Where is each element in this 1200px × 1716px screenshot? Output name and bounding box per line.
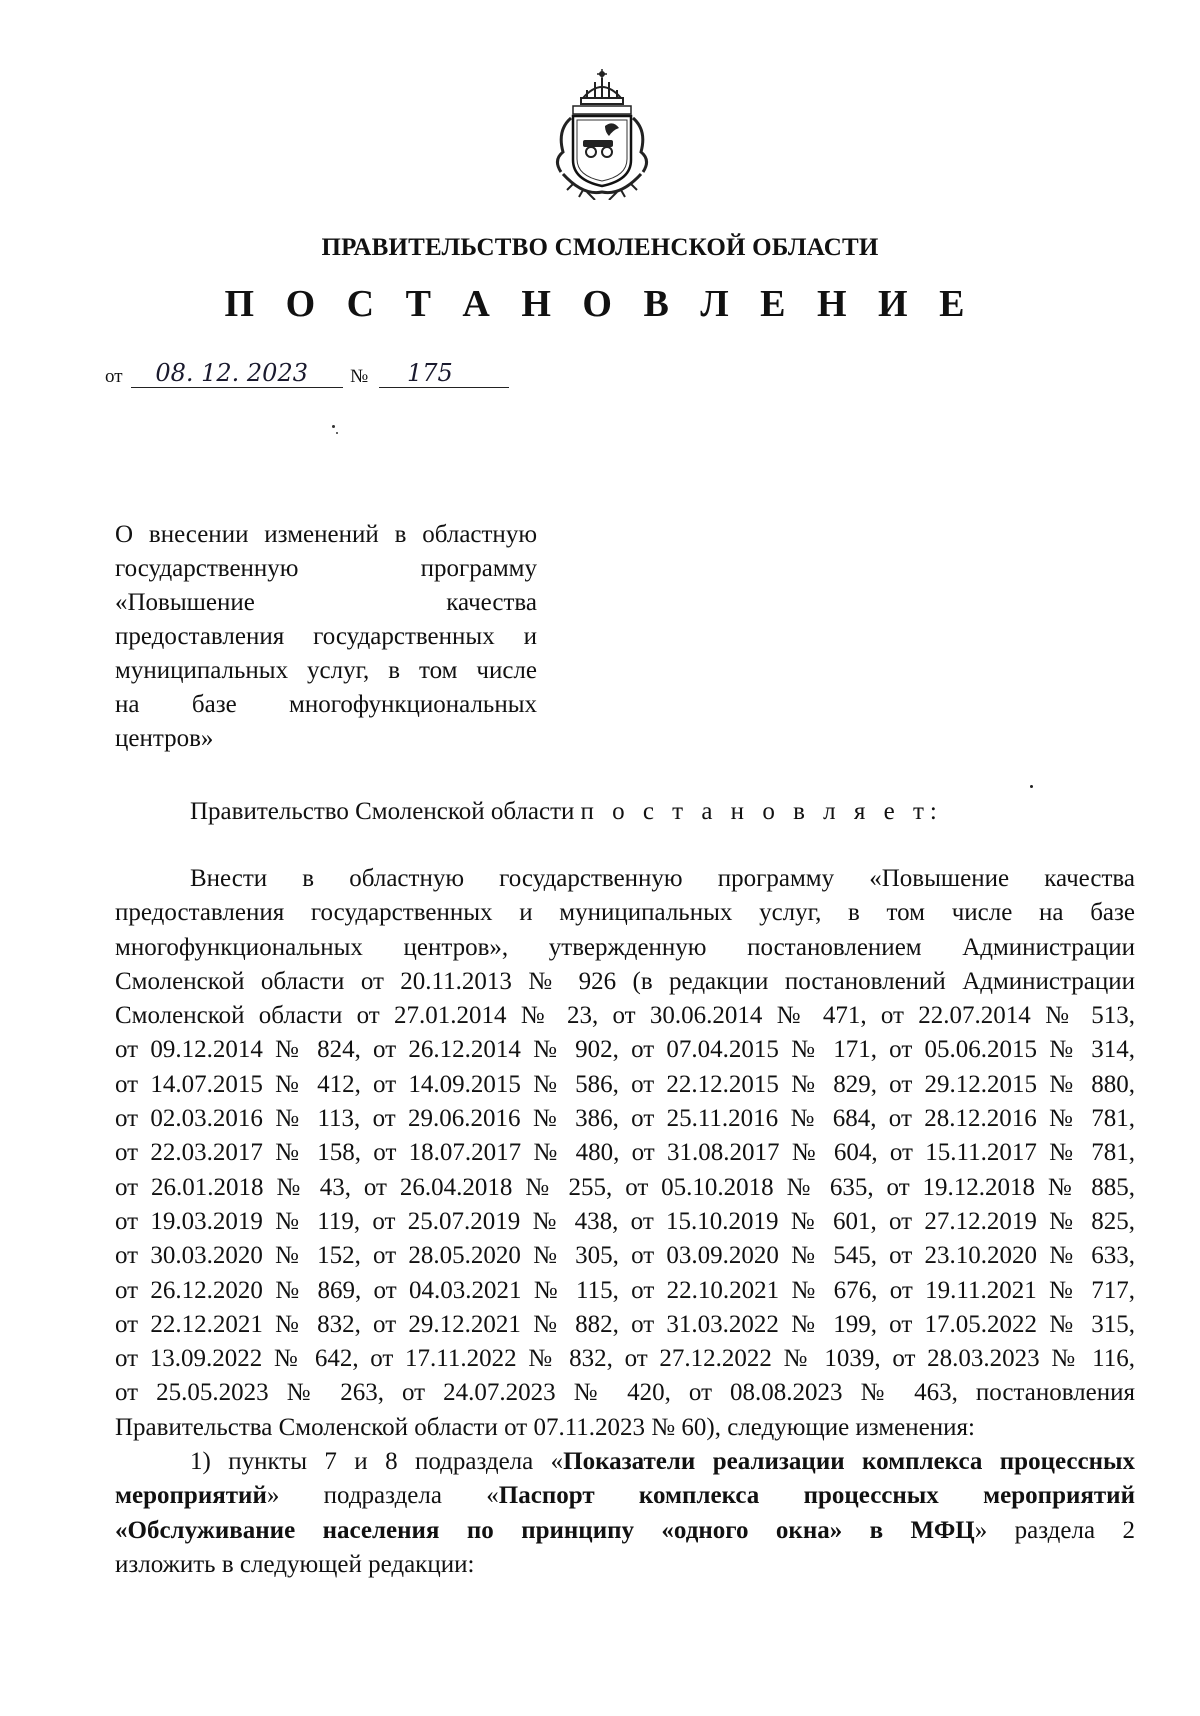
item-bold-text: «Обслуживание населения по принципу «одного окна» в МФЦ bbox=[115, 1516, 975, 1544]
body-line: от 14.07.2015 № 412, от 14.09.2015 № 586, от 22.12.2015 № 829, от 29.12.2015 № 880, bbox=[115, 1070, 1135, 1098]
item-text: 1) пункты 7 и 8 подраздела « bbox=[190, 1448, 564, 1476]
body-line: от 25.05.2023 № 263, от 24.07.2023 № 420, от 08.08.2023 № 463, постановления bbox=[115, 1379, 1135, 1407]
body-line: от 22.12.2021 № 832, от 29.12.2021 № 882, от 31.03.2022 № 199, от 17.05.2022 № 315, bbox=[115, 1310, 1135, 1338]
body-line: Смоленской области от 20.11.2013 № 926 (в редакции постановлений Администрации bbox=[115, 967, 1135, 995]
handwritten-number: 175 bbox=[379, 358, 509, 388]
body-line: от 22.03.2017 № 158, от 18.07.2017 № 480, от 31.08.2017 № 604, от 15.11.2017 № 781, bbox=[115, 1139, 1135, 1167]
coat-of-arms-icon bbox=[543, 68, 661, 200]
decree-verb: п о с т а н о в л я е т: bbox=[580, 798, 943, 825]
item-1-line bbox=[115, 1514, 1135, 1548]
body-line: Внести в областную государственную программу «Повышение качества bbox=[190, 865, 1135, 892]
subject-line: центров» bbox=[115, 725, 214, 752]
document-body bbox=[115, 862, 1135, 1582]
decree-subject: Правительство Смоленской области bbox=[190, 798, 575, 825]
handwritten-date: 08. 12. 2023 bbox=[131, 358, 343, 388]
body-line: Смоленской области от 27.01.2014 № 23, от 30.06.2014 № 471, от 22.07.2014 № 513, bbox=[115, 1002, 1135, 1030]
body-line: от 13.09.2022 № 642, от 17.11.2022 № 832, от 27.12.2022 № 1039, от 28.03.2023 № 116, bbox=[115, 1345, 1135, 1373]
item-bold-text: Показатели реализации комплекса процессных bbox=[563, 1448, 1135, 1476]
body-line: предоставления государственных и муниципальных услуг, в том числе на базе bbox=[115, 899, 1135, 927]
body-line: от 02.03.2016 № 113, от 29.06.2016 № 386, от 25.11.2016 № 684, от 28.12.2016 № 781, bbox=[115, 1105, 1135, 1133]
body-line: от 26.12.2020 № 869, от 04.03.2021 № 115, от 22.10.2021 № 676, от 19.11.2021 № 717, bbox=[115, 1276, 1135, 1304]
item-1-line bbox=[115, 1479, 1135, 1513]
body-line: Правительства Смоленской области от 07.11.2023 № 60), следующие изменения: bbox=[115, 1413, 975, 1441]
body-line: от 09.12.2014 № 824, от 26.12.2014 № 902, от 07.04.2015 № 171, от 05.06.2015 № 314, bbox=[115, 1036, 1135, 1064]
document-type-title: П О С Т А Н О В Л Е Н И Е bbox=[224, 283, 976, 325]
subject-line: муниципальных услуг, в том числе bbox=[115, 657, 537, 684]
item-bold-text: Паспорт комплекса процессных мероприятий bbox=[498, 1482, 1135, 1510]
date-number-line bbox=[105, 358, 509, 388]
subject-line: О внесении изменений в областную bbox=[115, 521, 537, 548]
subject-line: предоставления государственных и bbox=[115, 623, 537, 650]
decree-statement bbox=[190, 798, 943, 826]
body-line: от 19.03.2019 № 119, от 25.07.2019 № 438, от 15.10.2019 № 601, от 27.12.2019 № 825, bbox=[115, 1207, 1135, 1235]
subject-line: «Повышение качества bbox=[115, 589, 537, 616]
body-line: многофункциональных центров», утвержденную постановлением Администрации bbox=[115, 933, 1135, 961]
item-1-line: изложить в следующей редакции: bbox=[115, 1550, 475, 1578]
date-prefix: от bbox=[105, 366, 123, 387]
government-name: ПРАВИТЕЛЬСТВО СМОЛЕНСКОЙ ОБЛАСТИ bbox=[321, 234, 879, 261]
item-bold-text: мероприятий bbox=[115, 1482, 267, 1510]
document-subject bbox=[115, 518, 537, 756]
scan-speck bbox=[1030, 785, 1033, 788]
scan-speck bbox=[332, 425, 335, 428]
item-text: » подраздела « bbox=[266, 1482, 499, 1510]
subject-line: на базе многофункциональных bbox=[115, 691, 537, 718]
body-line: от 30.03.2020 № 152, от 28.05.2020 № 305, от 03.09.2020 № 545, от 23.10.2020 № 633, bbox=[115, 1242, 1135, 1270]
item-text: » раздела 2 bbox=[974, 1516, 1135, 1544]
item-1-line bbox=[115, 1445, 1135, 1479]
number-label: № bbox=[350, 366, 369, 387]
scan-speck bbox=[336, 432, 338, 434]
subject-line: государственную программу bbox=[115, 555, 537, 582]
body-line: от 26.01.2018 № 43, от 26.04.2018 № 255, от 05.10.2018 № 635, от 19.12.2018 № 885, bbox=[115, 1173, 1135, 1201]
